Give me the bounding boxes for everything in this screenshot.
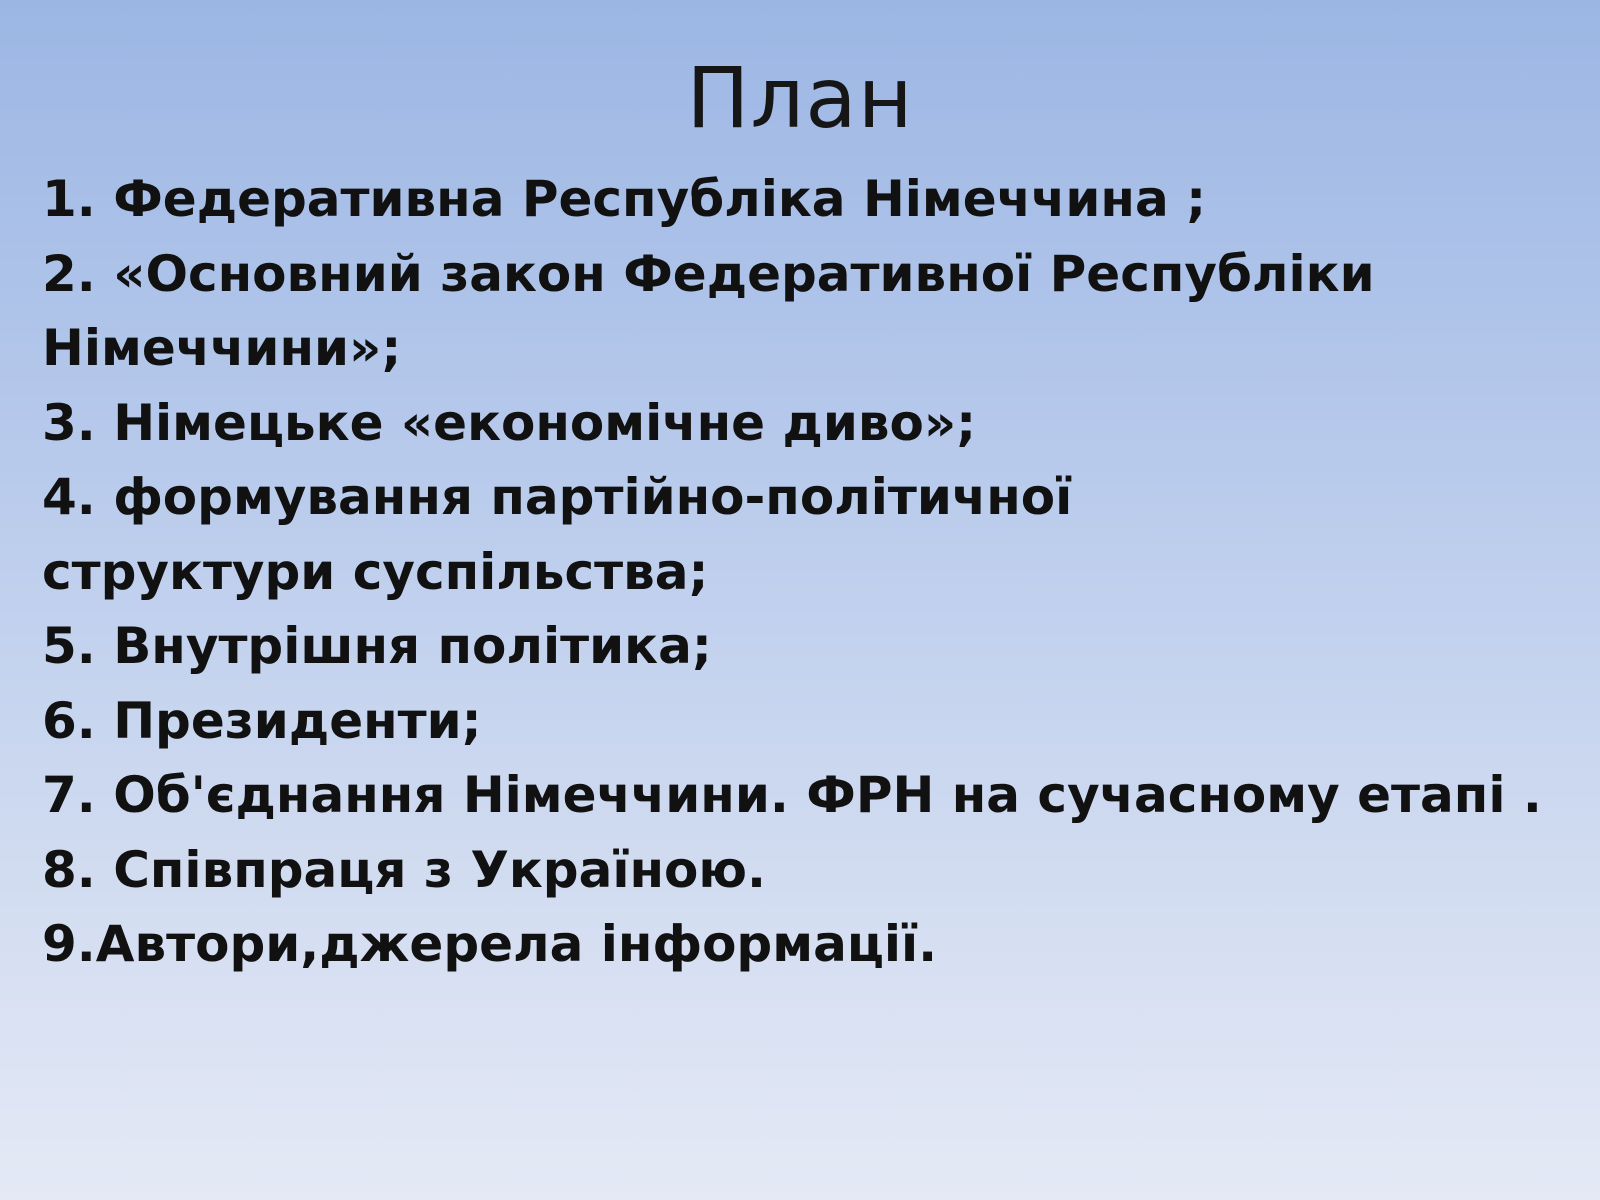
plan-item-7: 7. Об'єднання Німеччини. ФРН на сучасному етапі . bbox=[42, 766, 1542, 824]
slide-title: План bbox=[686, 49, 914, 147]
plan-item-4: 4. формування партійно-політичної bbox=[42, 468, 1073, 526]
plan-item-2-continuation: Німеччини»; bbox=[42, 319, 402, 377]
plan-item-5: 5. Внутрішня політика; bbox=[42, 617, 712, 675]
plan-item-4-continuation: структури суспільства; bbox=[42, 542, 709, 601]
plan-item-9: 9.Автори,джерела інформації. bbox=[42, 915, 938, 973]
plan-item-1: 1. Федеративна Республіка Німеччина ; bbox=[42, 170, 1207, 228]
plan-item-6: 6. Президенти; bbox=[42, 691, 482, 750]
plan-item-3: 3. Німецьке «економічне диво»; bbox=[42, 393, 977, 452]
plan-item-2: 2. «Основний закон Федеративної Республіки bbox=[42, 244, 1375, 303]
plan-list bbox=[42, 162, 1562, 982]
plan-item-8: 8. Співпраця з Україною. bbox=[42, 840, 766, 899]
